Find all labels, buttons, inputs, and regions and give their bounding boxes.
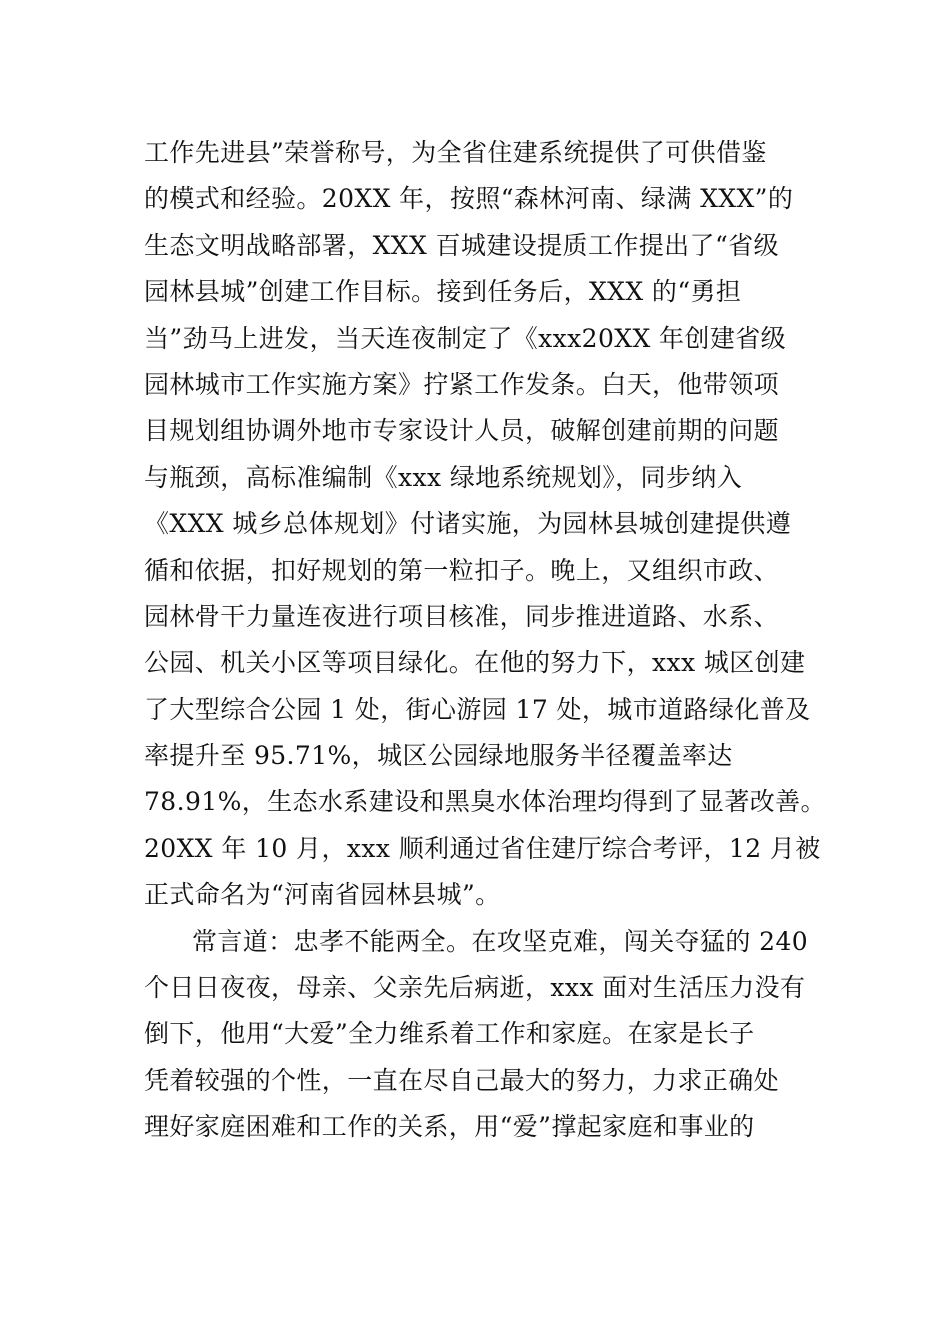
text-line: 循和依据，扣好规划的第一粒扣子。晚上，又组织市政、 [144,555,780,585]
text-line: 倒下，他用“大爱”全力维系着工作和家庭。在家是长子 [144,1019,755,1049]
text-line: 生态文明战略部署，XXX 百城建设提质工作提出了“省级 [144,230,779,260]
text-line: 公园、机关小区等项目绿化。在他的努力下，xxx 城区创建 [144,648,806,678]
text-line: 正式命名为“河南省园林县城”。 [144,880,501,910]
body-text [144,130,834,1151]
text-line: 当”劲马上进发，当天连夜制定了《xxx20XX 年创建省级 [144,323,787,353]
text-line: 园林城市工作实施方案》拧紧工作发条。白天，他带领项 [144,369,780,399]
text-line: 《XXX 城乡总体规划》付诸实施，为园林县城创建提供遵 [144,509,792,539]
text-line: 凭着较强的个性，一直在尽自己最大的努力，力求正确处 [144,1065,780,1095]
text-line: 园林骨干力量连夜进行项目核准，同步推进道路、水系、 [144,601,780,631]
text-line: 理好家庭困难和工作的关系，用“爱”撑起家庭和事业的 [144,1112,755,1142]
text-line: 目规划组协调外地市专家设计人员，破解创建前期的问题 [144,416,780,446]
text-line: 个日日夜夜，母亲、父亲先后病逝，xxx 面对生活压力没有 [144,973,806,1003]
paragraph-start-line: 常言道：忠孝不能两全。在攻坚克难，闯关夺猛的 240 [192,926,809,956]
text-line: 与瓶颈，高标准编制《xxx 绿地系统规划》，同步纳入 [144,462,743,492]
text-line: 工作先进县”荣誉称号，为全省住建系统提供了可供借鉴 [144,138,767,167]
text-line: 的模式和经验。20XX 年，按照“森林河南、绿满 XXX”的 [144,184,794,214]
text-line: 20XX 年 10 月，xxx 顺利通过省住建厅综合考评，12 月被 [144,833,821,863]
text-line: 78.91%，生态水系建设和黑臭水体治理均得到了显著改善。 [144,787,826,817]
text-line: 园林县城”创建工作目标。接到任务后，XXX 的“勇担 [144,277,742,307]
text-line: 了大型综合公园 1 处，街心游园 17 处，城市道路绿化普及 [144,694,811,724]
text-line: 率提升至 95.71%，城区公园绿地服务半径覆盖率达 [144,741,733,771]
